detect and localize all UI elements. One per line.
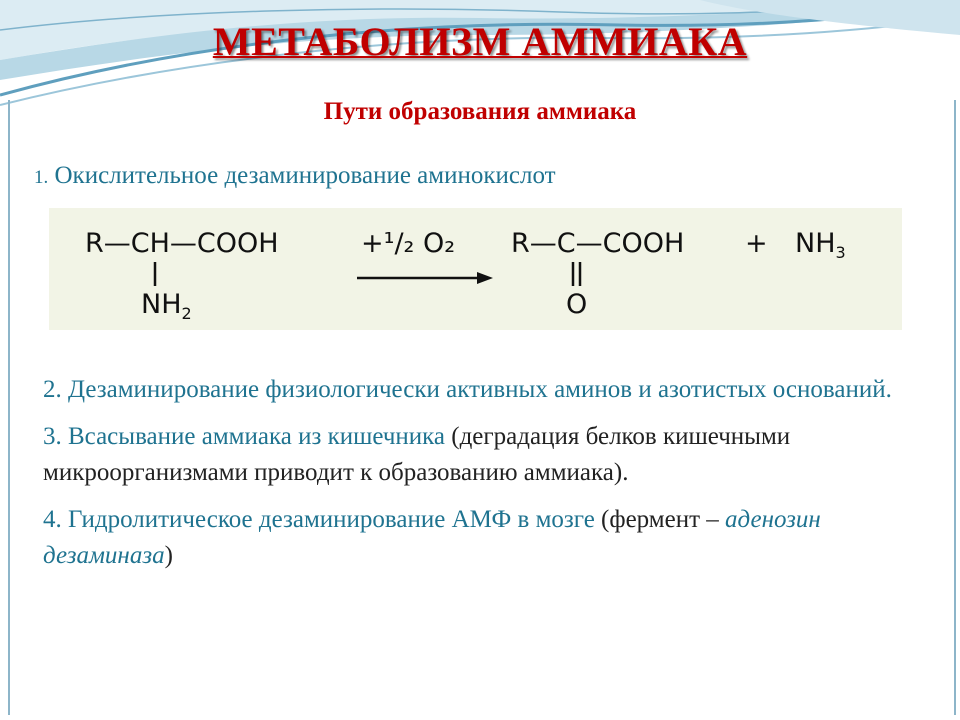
item-3-rest: (деградация белков кишечными микроорганизмами приводит к образованию аммиака). xyxy=(43,423,791,486)
item-1-text: Окислительное дезаминирование аминокислот xyxy=(54,162,556,189)
reactant: R—CH—COOH xyxy=(85,228,279,259)
points-list xyxy=(43,372,923,585)
ammonia: $NH_3$ xyxy=(795,228,846,262)
item-4-paren-close: ) xyxy=(164,542,173,569)
slide-title: МЕТАБОЛИЗМ АММИАКА xyxy=(212,19,748,64)
item-4-paren-open: (фермент – xyxy=(594,506,726,533)
slide-subtitle: Пути образования аммиака xyxy=(323,98,637,125)
list-item-2 xyxy=(43,372,923,408)
item-4-highlight: 4. Гидролитическое дезаминирование АМФ в мозге xyxy=(43,506,595,533)
reaction-svg xyxy=(49,208,902,330)
list-item-4 xyxy=(43,502,923,574)
item-4-enzyme: аденозин дезаминаза xyxy=(43,506,821,569)
list-item-3 xyxy=(43,419,923,491)
product: R—C—COOH xyxy=(511,228,685,259)
reactant-group: $NH_2$ xyxy=(141,289,192,323)
product-group: O xyxy=(566,289,588,320)
item-1-number: 1. xyxy=(34,167,49,188)
reaction-formula xyxy=(49,208,902,330)
plus-sign: + xyxy=(745,228,768,259)
arrow-head xyxy=(477,272,493,284)
item-2-text: 2. Дезаминирование физиологически активных аминов и азотистых оснований. xyxy=(43,376,892,403)
reagent: +¹/₂ O₂ xyxy=(361,228,456,259)
item-3-highlight: 3. Всасывание аммиака из кишечника xyxy=(43,423,446,450)
list-item-1 xyxy=(34,162,556,190)
